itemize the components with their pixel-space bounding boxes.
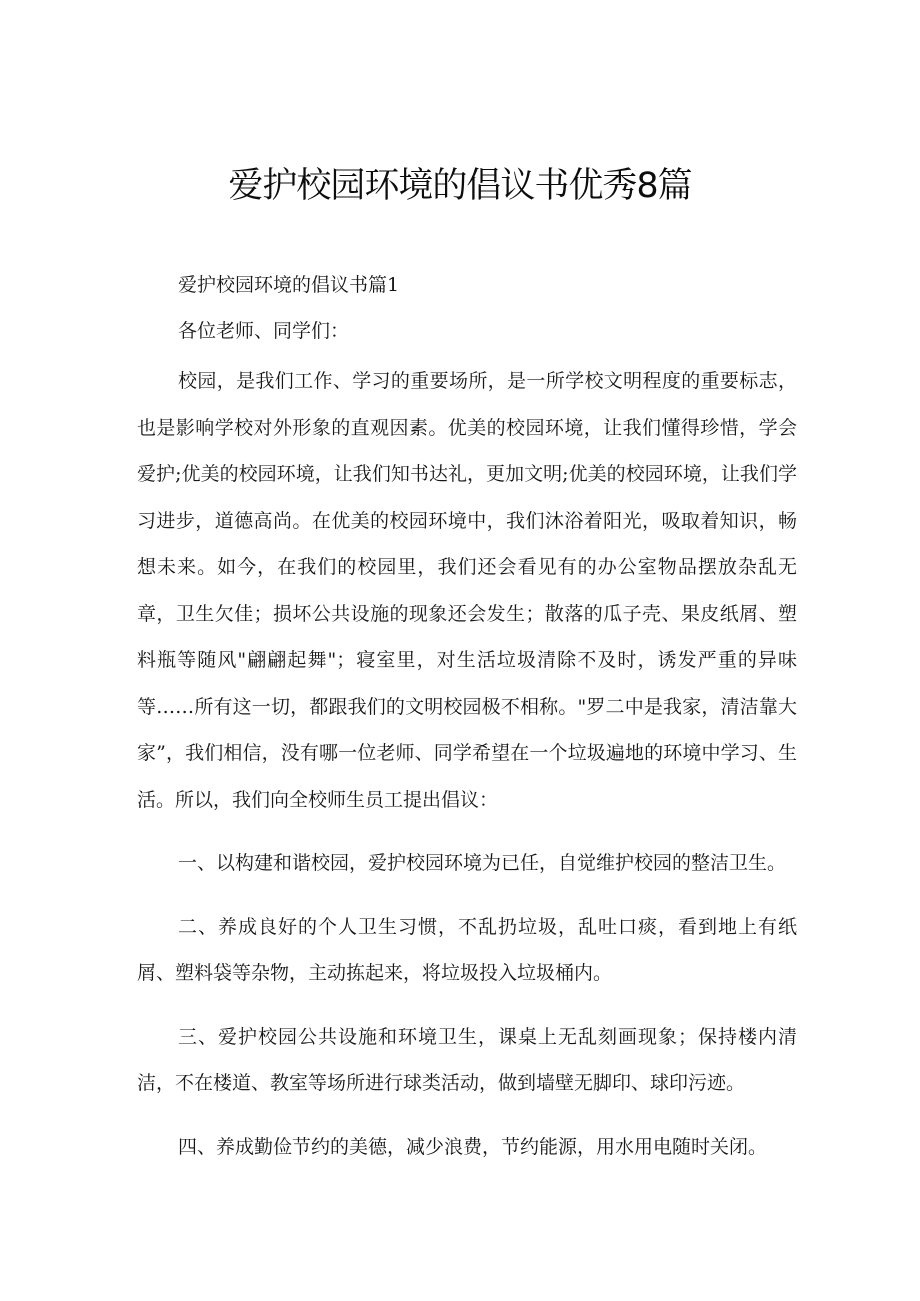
greeting: 各位老师、同学们：	[178, 320, 350, 342]
document-title: 爱护校园环境的倡议书优秀8篇	[228, 166, 692, 206]
paragraph-point-3: 三、爱护校园公共设施和环境卫生，课桌上无乱刻画现象；保持楼内清洁，不在楼道、教室等场所进行球类活动，做到墙壁无脚印、球印污迹。	[137, 1025, 797, 1094]
section-subtitle: 爱护校园环境的倡议书篇1	[178, 274, 400, 296]
paragraph-intro: 校园，是我们工作、学习的重要场所，是一所学校文明程度的重要标志，也是影响学校对外形象的直观因素。优美的校园环境，让我们懂得珍惜，学会爱护;优美的校园环境，让我们知书达礼，更加文明;优美的校园环境，让我们学习进步，道德高尚。在优美的校园环境中，我们沐浴着阳光，吸取着知识，畅想未来。如今，在我们的校园里，我们还会看见有的办公室物品摆放杂乱无章，卫生欠佳；损坏公共设施的现象还会发生；散落的瓜子壳、果皮纸屑、塑料瓶等随风"翩翩起舞"；寝室里，对生活垃圾清除不及时，诱发严重的异味等……所有这一切，都跟我们的文明校园极不相称。"罗二中是我家，清洁靠大家”，我们相信，没有哪一位老师、同学希望在一个垃圾遍地的环境中学习、生活。所以，我们向全校师生员工提出倡议：	[137, 370, 797, 811]
paragraph-point-1: 一、以构建和谐校园，爱护校园环境为已任，自觉维护校园的整洁卫生。	[178, 852, 787, 874]
paragraph-point-2: 二、养成良好的个人卫生习惯，不乱扔垃圾，乱吐口痰，看到地上有纸屑、塑料袋等杂物，主动拣起来，将垃圾投入垃圾桶内。	[137, 915, 797, 984]
document-body	[137, 262, 797, 1170]
paragraph-point-4: 四、养成勤俭节约的美德，减少浪费，节约能源，用水用电随时关闭。	[178, 1135, 768, 1158]
